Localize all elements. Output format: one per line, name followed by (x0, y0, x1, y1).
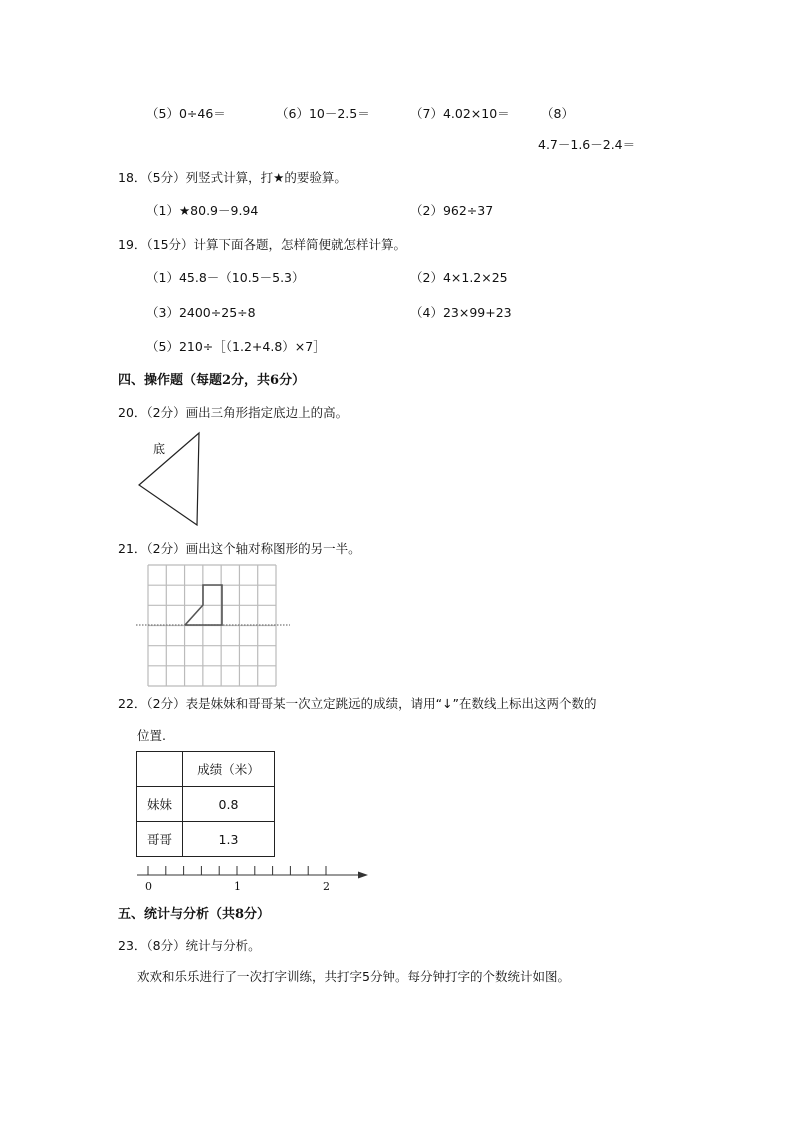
table-cell: 妹妹 (137, 787, 183, 822)
q19-title: 19．（15分）计算下面各题，怎样简便就怎样计算。 (118, 237, 407, 252)
number-line-label-0: 0 (145, 880, 152, 893)
q17-item-5: （5）0÷46＝ (146, 106, 226, 121)
table-cell: 哥哥 (137, 822, 183, 857)
section-5-heading: 五、统计与分析（共8分） (118, 907, 271, 922)
q23-title: 23．（8分）统计与分析。 (118, 938, 261, 953)
q22-title-cont: 位置. (137, 728, 166, 743)
q19-item-3: （3）2400÷25÷8 (146, 305, 256, 320)
triangle-base-label: 底 (153, 442, 166, 456)
number-line (137, 866, 368, 879)
triangle-figure (139, 433, 199, 525)
number-line-label-2: 2 (323, 880, 330, 893)
q17-item-7: （7）4.02×10＝ (410, 106, 510, 121)
q17-item-8-expression: 4.7－1.6－2.4＝ (538, 137, 636, 152)
q22-title: 22．（2分）表是妹妹和哥哥某一次立定跳远的成绩，请用“↓”在数线上标出这两个数的 (118, 696, 597, 711)
q19-item-5: （5）210÷［（1.2+4.8）×7］ (146, 339, 326, 354)
q18-title: 18．（5分）列竖式计算，打★的要验算。 (118, 170, 347, 185)
q20-title: 20．（2分）画出三角形指定底边上的高。 (118, 405, 349, 420)
arrow-head (358, 872, 368, 879)
section-4-heading: 四、操作题（每题2分，共6分） (118, 373, 306, 388)
table-cell: 1.3 (183, 822, 275, 857)
q21-title: 21．（2分）画出这个轴对称图形的另一半。 (118, 541, 361, 556)
table-header-cell: 成绩（米） (183, 752, 275, 787)
q18-item-2: （2）962÷37 (410, 203, 494, 218)
q19-item-2: （2）4×1.2×25 (410, 270, 508, 285)
q18-item-1: （1）★80.9－9.94 (146, 203, 259, 218)
number-line-label-1: 1 (234, 880, 241, 893)
table-cell: 0.8 (183, 787, 275, 822)
q17-item-6: （6）10－2.5＝ (276, 106, 370, 121)
q19-item-4: （4）23×99+23 (410, 305, 512, 320)
q19-item-1: （1）45.8－（10.5－5.3） (146, 270, 305, 285)
q17-item-8: （8） (541, 106, 574, 121)
q23-text: 欢欢和乐乐进行了一次打字训练，共打字5分钟。每分钟打字的个数统计如图。 (137, 969, 570, 984)
